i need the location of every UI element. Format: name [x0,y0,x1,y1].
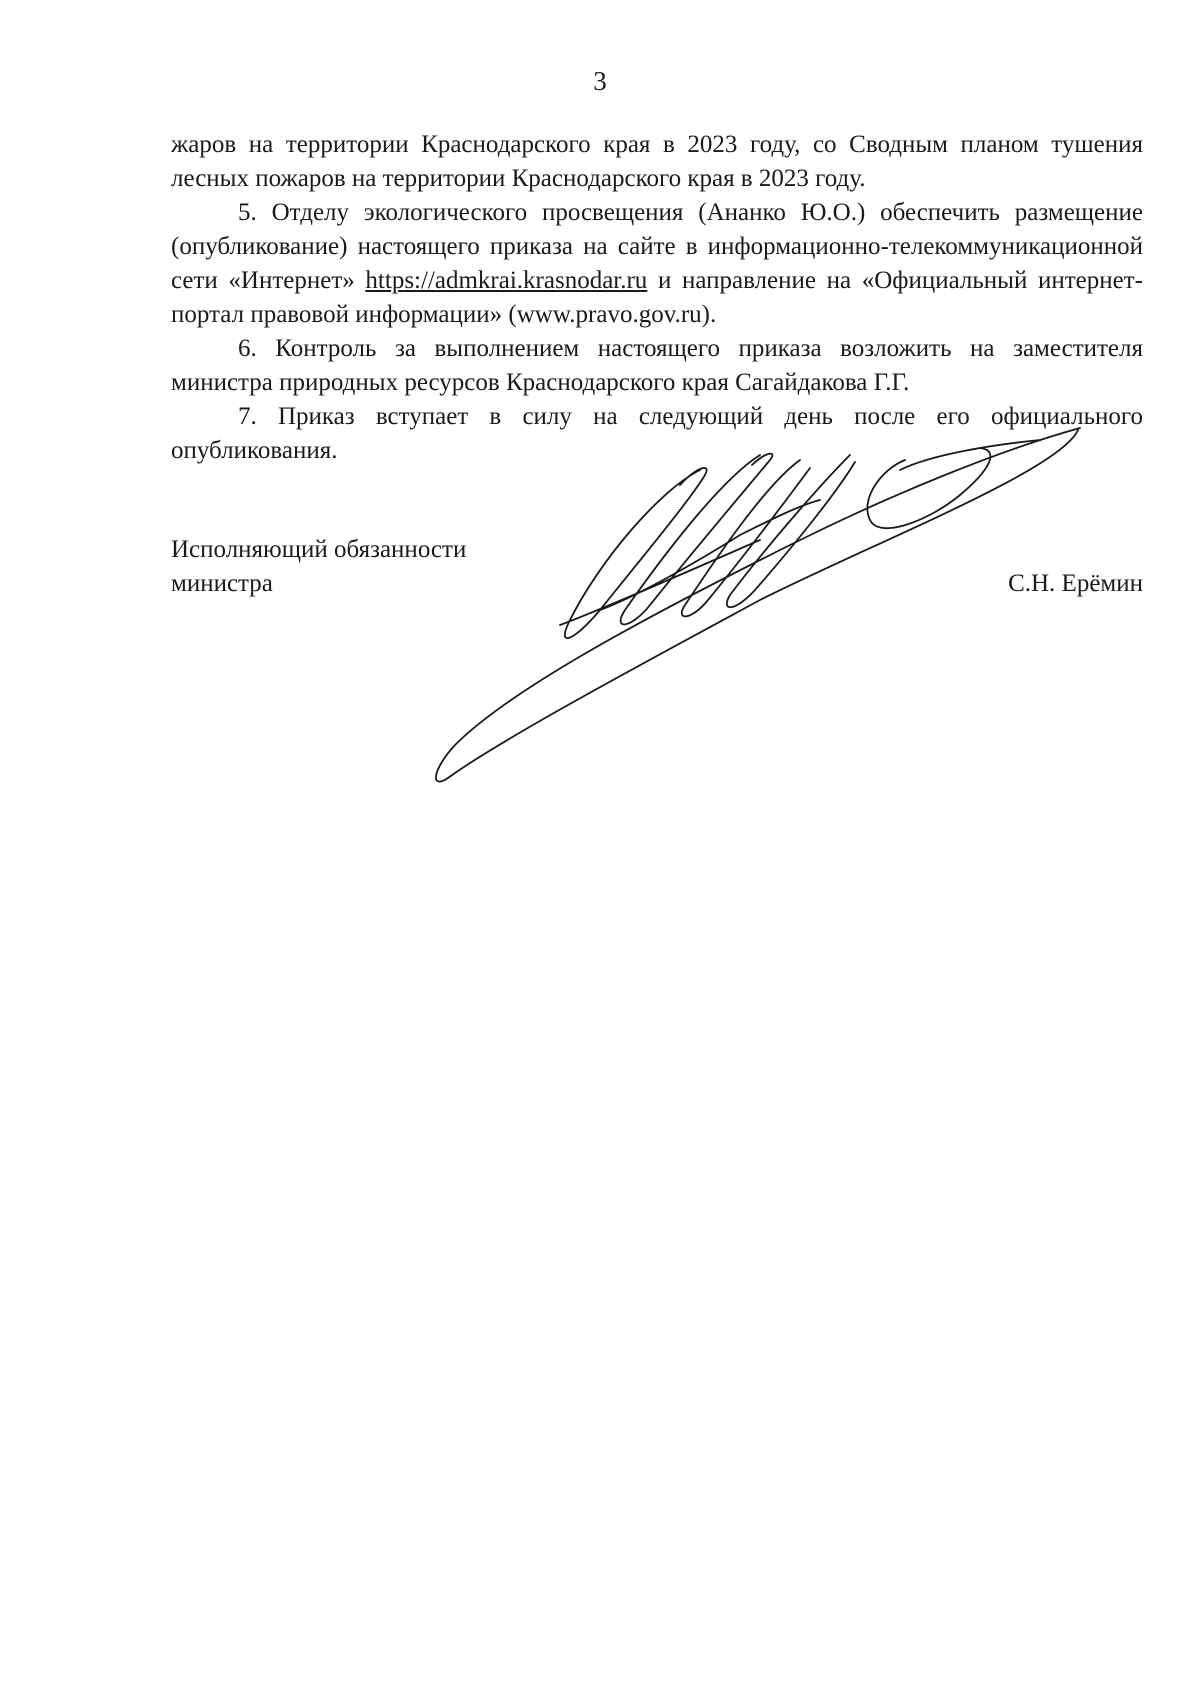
signer-name: С.Н. Ерёмин [1008,570,1143,597]
website-link[interactable]: https://admkrai.krasnodar.ru [365,267,648,294]
paragraph-item-7: 7. Приказ вступает в силу на следующий день после его официального опубликования. [171,403,1143,464]
paragraph-item-6: 6. Контроль за выполнением настоящего приказа возложить на заместителя министра природных ресурсов Краснодарского края Сагайдакова Г.Г. [171,335,1143,396]
page-number: 3 [593,66,607,96]
item5-text-before-link: 5. Отделу экологического просвещения (Ананко Ю.О.) обеспечить размещение (опубликование) настоящего приказа на сайте в информационно-телекоммуникационной сети «Интернет» [171,199,1143,294]
position-line-1: Исполняющий обязанности [171,536,467,563]
paragraph-item-5 [171,196,1143,332]
position-line-2: министра [171,570,273,597]
item5-text-after-link: и направление на «Официальный интернет-портал правовой информации» (www.pravo.gov.ru). [171,267,1143,328]
paragraph-continuation: жаров на территории Краснодарского края в 2023 году, со Сводным планом тушения лесных пожаров на территории Краснодарского края в 2023 году. [171,131,1143,192]
document-body [171,128,1143,468]
position-title [171,533,466,601]
